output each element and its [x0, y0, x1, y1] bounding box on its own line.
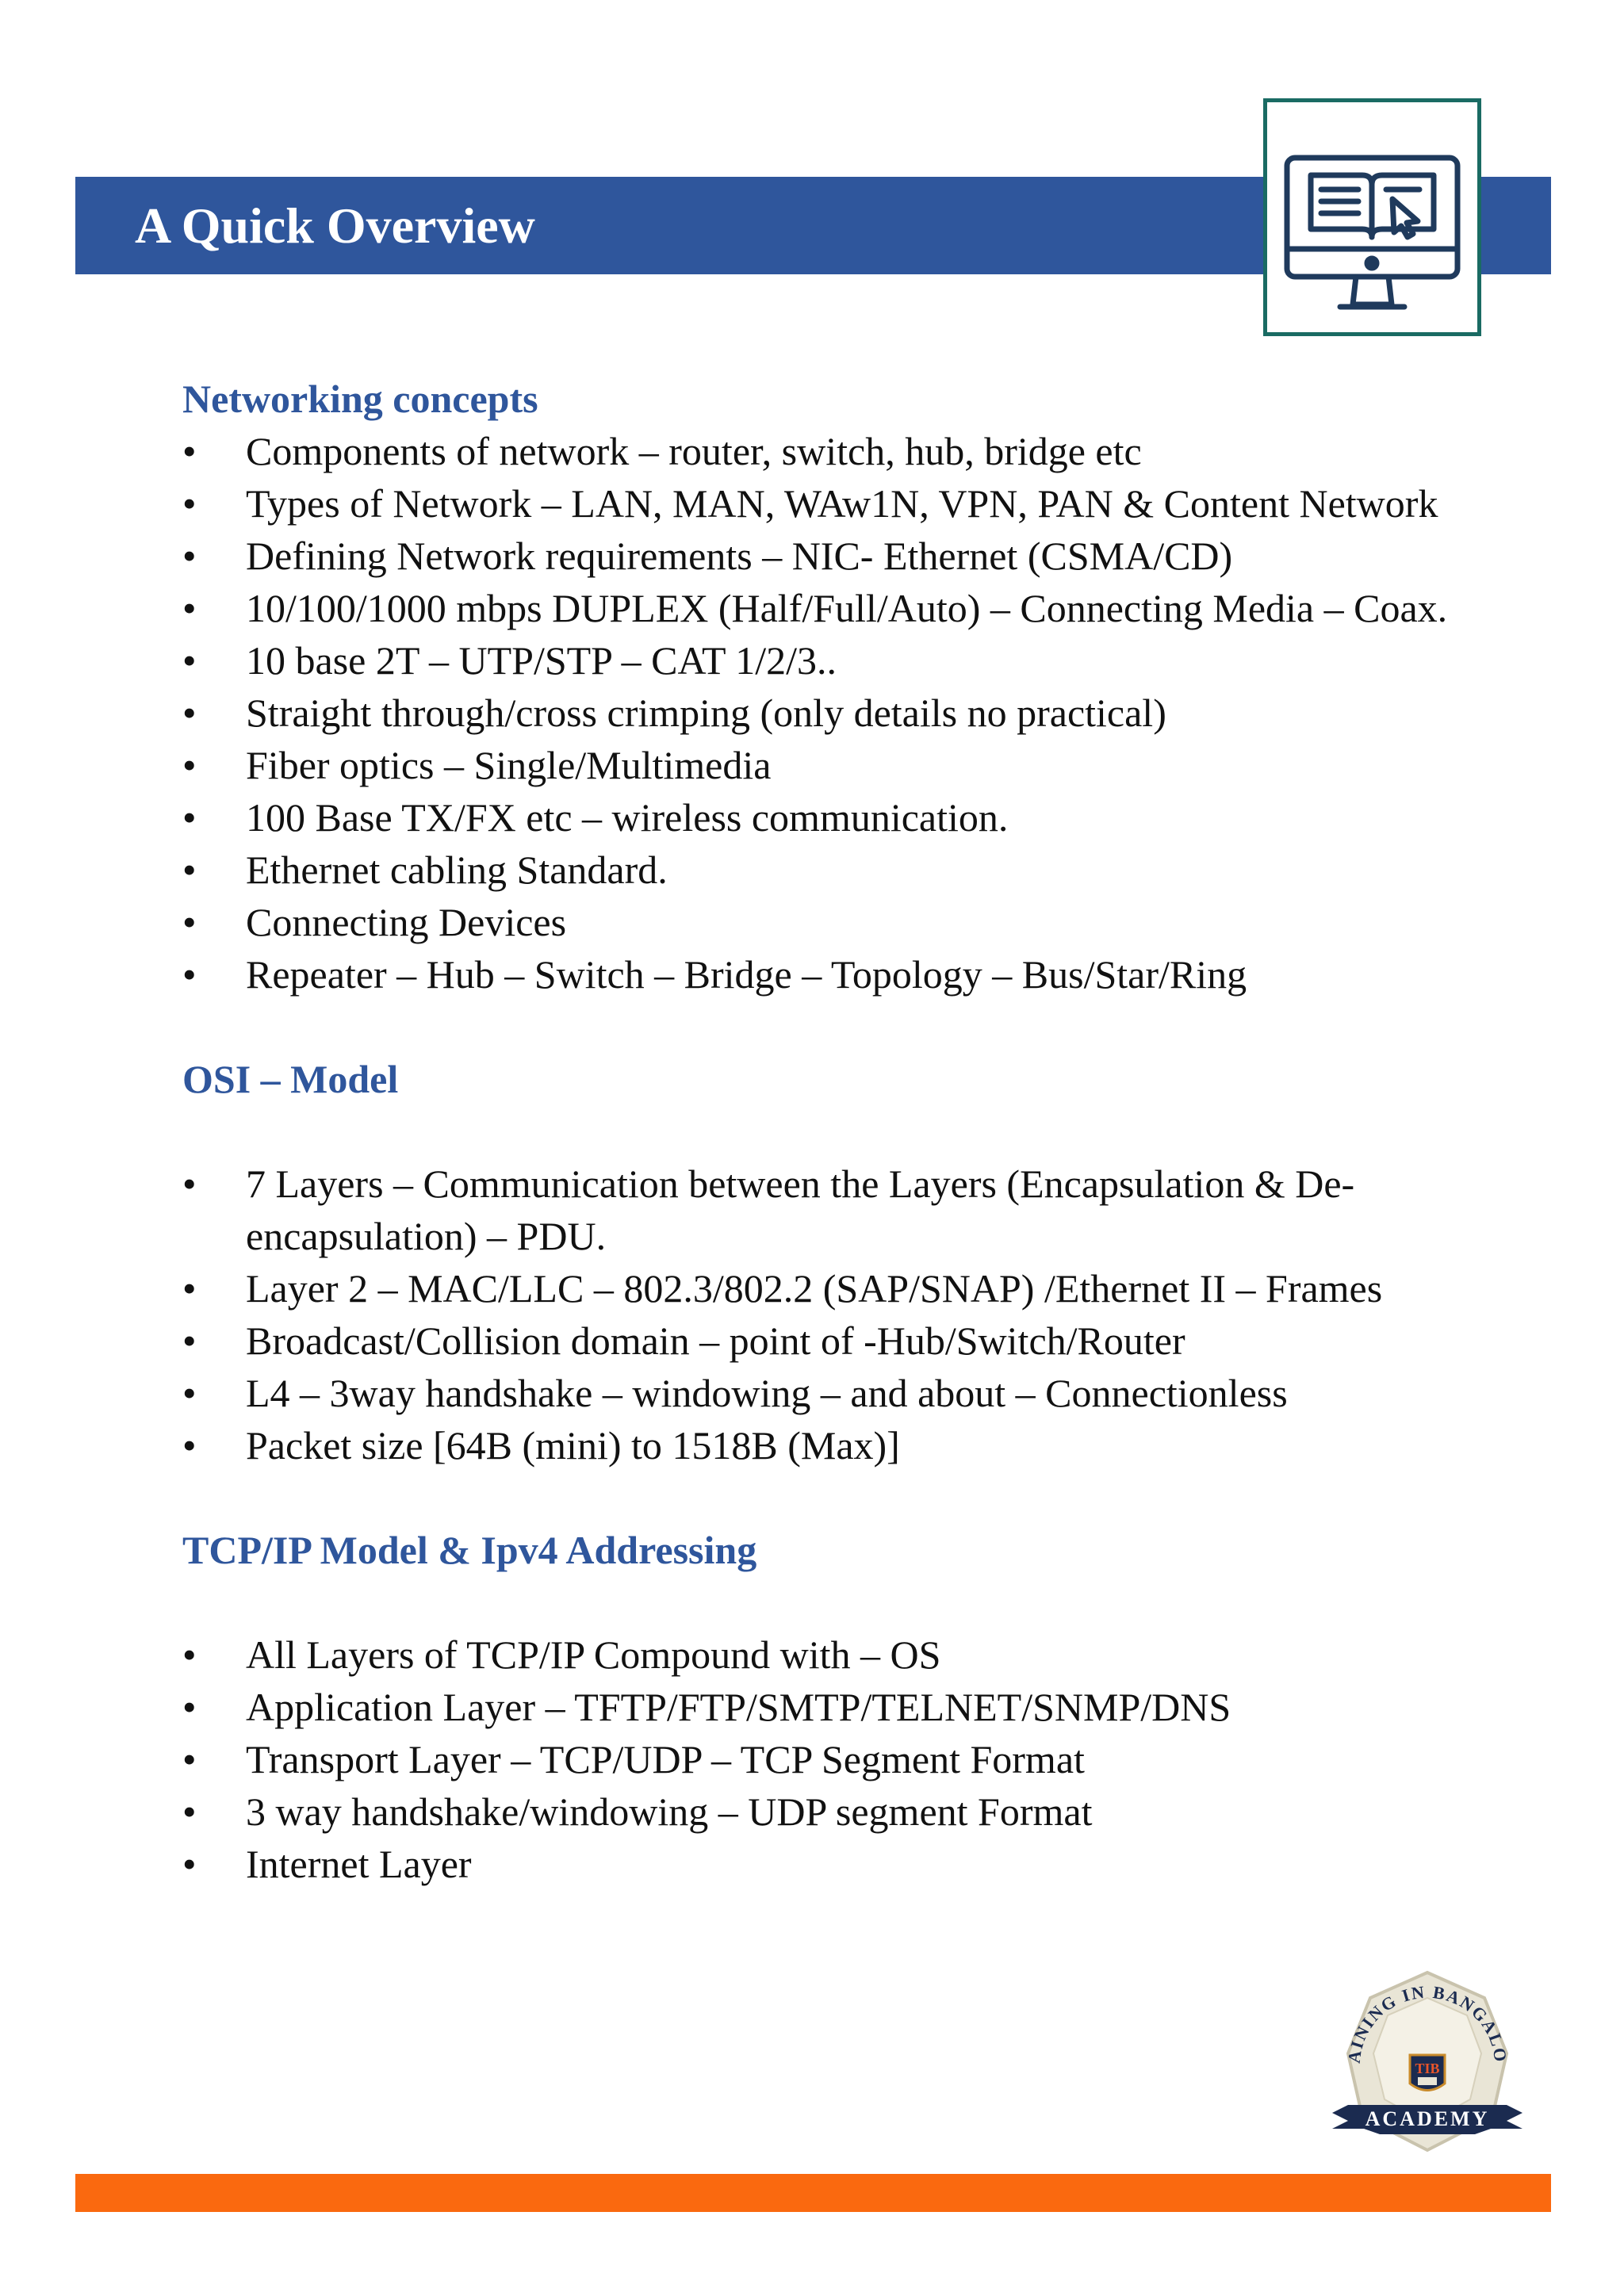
list-item-text: Internet Layer	[246, 1842, 472, 1886]
list-item-text: Types of Network – LAN, MAN, WAw1N, VPN, PAN & Content Network	[246, 481, 1438, 526]
section-heading: Networking concepts	[182, 377, 538, 421]
list-item	[182, 791, 1546, 844]
list-item	[182, 687, 1546, 739]
list-item	[182, 1681, 1546, 1733]
section-osi-model	[182, 1053, 1530, 1471]
list-item-text: Broadcast/Collision domain – point of -Hub/Switch/Router	[246, 1318, 1185, 1363]
list-item-text: 100 Base TX/FX etc – wireless communication.	[246, 795, 1009, 840]
list-item	[182, 1158, 1546, 1262]
bullet-dot: •	[182, 1161, 197, 1206]
section-tcpip-model	[182, 1524, 1530, 1890]
content	[182, 373, 1530, 1890]
list-item-text: Transport Layer – TCP/UDP – TCP Segment Format	[246, 1737, 1085, 1781]
list-item-text: Defining Network requirements – NIC- Ethernet (CSMA/CD)	[246, 534, 1233, 578]
list-item-text: Fiber optics – Single/Multimedia	[246, 743, 772, 787]
bullet-dot: •	[182, 848, 197, 892]
bullet-dot: •	[182, 1318, 197, 1363]
bullet-dot: •	[182, 1737, 197, 1781]
bullet-dot: •	[182, 1842, 197, 1886]
list-item-text: L4 – 3way handshake – windowing – and about – Connectionless	[246, 1371, 1288, 1415]
bullet-dot: •	[182, 1266, 197, 1311]
seal-ribbon-text: ACADEMY	[1365, 2107, 1490, 2130]
footer-bar	[75, 2174, 1551, 2212]
list-item	[182, 1628, 1546, 1681]
computer-book-icon	[1263, 98, 1481, 336]
bullet-dot: •	[182, 534, 197, 578]
bullet-dot: •	[182, 429, 197, 473]
seal-arc-text: AINING IN BANGALO	[1343, 1981, 1511, 2064]
bullet-dot: •	[182, 1789, 197, 1834]
list-item	[182, 1733, 1546, 1785]
list-item-text: Repeater – Hub – Switch – Bridge – Topology – Bus/Star/Ring	[246, 952, 1247, 997]
list-item-text: Ethernet cabling Standard.	[246, 848, 668, 892]
bullet-dot: •	[182, 743, 197, 787]
list-item	[182, 1314, 1546, 1367]
bullet-dot: •	[182, 1423, 197, 1468]
list-item	[182, 948, 1546, 1001]
bullet-dot: •	[182, 795, 197, 840]
list-item	[182, 739, 1546, 791]
list-item	[182, 1262, 1546, 1314]
list-item	[182, 530, 1546, 582]
list-item-text: 3 way handshake/windowing – UDP segment Format	[246, 1789, 1093, 1834]
list-item-text: All Layers of TCP/IP Compound with – OS	[246, 1632, 941, 1677]
list-item	[182, 1838, 1546, 1890]
bullet-list	[182, 1158, 1530, 1471]
list-item-text: Straight through/cross crimping (only details no practical)	[246, 691, 1166, 735]
list-item	[182, 1367, 1546, 1419]
list-item	[182, 1419, 1546, 1471]
list-item	[182, 844, 1546, 896]
bullet-dot: •	[182, 638, 197, 683]
seal-badge-text: TIB	[1415, 2061, 1440, 2076]
list-item	[182, 1785, 1546, 1838]
list-item-text: Connecting Devices	[246, 900, 567, 944]
bullet-dot: •	[182, 952, 197, 997]
list-item	[182, 425, 1546, 477]
bullet-list	[182, 1628, 1530, 1890]
academy-seal-logo	[1316, 1966, 1538, 2172]
section-networking-concepts	[182, 373, 1530, 1001]
list-item-text: 10/100/1000 mbps DUPLEX (Half/Full/Auto) – Connecting Media – Coax.	[246, 586, 1448, 630]
list-item-text: Application Layer – TFTP/FTP/SMTP/TELNET/SNMP/DNS	[246, 1685, 1231, 1729]
list-item-text: Components of network – router, switch, hub, bridge etc	[246, 429, 1142, 473]
bullet-list	[182, 425, 1530, 1001]
bullet-dot: •	[182, 586, 197, 630]
list-item-text: Packet size [64B (mini) to 1518B (Max)]	[246, 1423, 900, 1468]
section-heading: OSI – Model	[182, 1057, 399, 1101]
bullet-dot: •	[182, 1685, 197, 1729]
list-item-text: 10 base 2T – UTP/STP – CAT 1/2/3..	[246, 638, 837, 683]
list-item-text: Layer 2 – MAC/LLC – 802.3/802.2 (SAP/SNAP) /Ethernet II – Frames	[246, 1266, 1383, 1311]
bullet-dot: •	[182, 691, 197, 735]
list-item	[182, 582, 1546, 634]
list-item	[182, 634, 1546, 687]
bullet-dot: •	[182, 900, 197, 944]
list-item	[182, 477, 1546, 530]
list-item-text: 7 Layers – Communication between the Layers (Encapsulation & De-encapsulation) – PDU.	[246, 1161, 1355, 1258]
bullet-dot: •	[182, 481, 197, 526]
list-item	[182, 896, 1546, 948]
section-heading: TCP/IP Model & Ipv4 Addressing	[182, 1528, 757, 1572]
page-title: A Quick Overview	[135, 197, 535, 254]
bullet-dot: •	[182, 1632, 197, 1677]
bullet-dot: •	[182, 1371, 197, 1415]
